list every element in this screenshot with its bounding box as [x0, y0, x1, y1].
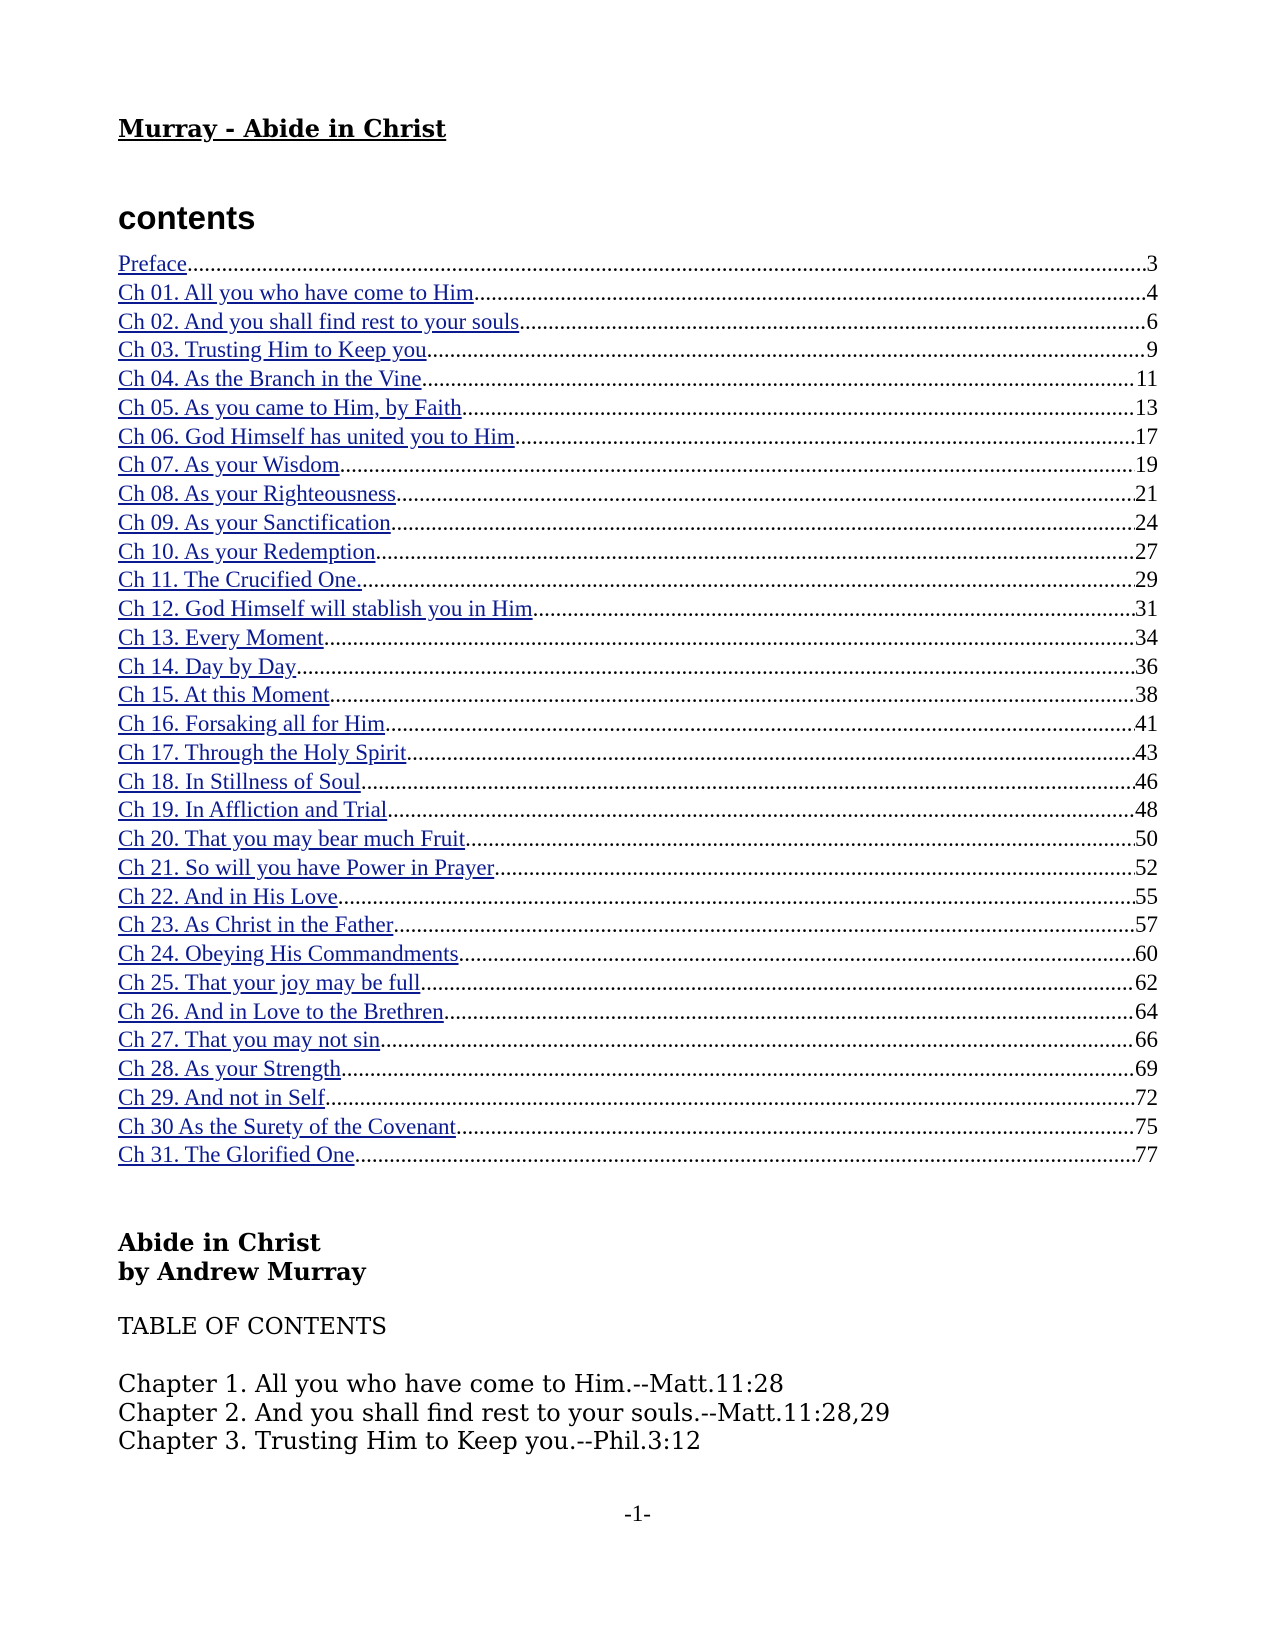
toc-entry-link[interactable]: Ch 19. In Affliction and Trial	[118, 797, 388, 823]
toc-dot-leader	[420, 969, 1135, 997]
toc-entry-link[interactable]: Ch 26. And in Love to the Brethren	[118, 998, 444, 1024]
toc-entry	[118, 681, 1158, 710]
toc-entry-page: 52	[1135, 854, 1158, 880]
toc-dot-leader	[387, 796, 1135, 824]
toc-dot-leader	[422, 365, 1136, 393]
toc-entry-link[interactable]: Ch 12. God Himself will stablish you in Him	[118, 596, 533, 621]
toc-entry-page: 9	[1146, 337, 1158, 363]
toc-entry-page: 27	[1135, 538, 1158, 564]
toc-entry	[118, 308, 1158, 337]
toc-entry	[118, 969, 1158, 998]
chapter-line: Chapter 3. Trusting Him to Keep you.--Phil.3:12	[118, 1427, 702, 1455]
toc-dot-leader	[296, 653, 1135, 681]
toc-entry-page: 29	[1135, 567, 1158, 593]
toc-entry-page: 62	[1135, 969, 1158, 995]
toc-entry	[118, 739, 1158, 768]
toc-entry	[118, 566, 1158, 595]
toc-dot-leader	[494, 854, 1135, 882]
toc-entry	[118, 538, 1158, 567]
toc-dot-leader	[361, 768, 1135, 796]
toc-entry	[118, 423, 1158, 452]
toc-entry	[118, 336, 1158, 365]
toc-entry-link[interactable]: Ch 02. And you shall find rest to your souls	[118, 308, 520, 334]
toc-entry-link[interactable]: Preface	[118, 251, 187, 276]
toc-dot-leader	[338, 883, 1135, 911]
toc-entry-page: 6	[1146, 308, 1158, 334]
toc-entry-link[interactable]: Ch 20. That you may bear much Fruit	[118, 826, 466, 851]
chapter-line: Chapter 1. All you who have come to Him.--Matt.11:28	[118, 1370, 784, 1398]
toc-dot-leader	[187, 250, 1147, 278]
toc-entry-page: 64	[1135, 998, 1158, 1024]
toc-entry-page: 11	[1135, 366, 1158, 391]
toc-entry-link[interactable]: Ch 27. That you may not sin	[118, 1027, 381, 1053]
toc-dot-leader	[519, 308, 1146, 336]
toc-entry-link[interactable]: Ch 10. As your Redemption	[118, 538, 376, 564]
toc-dot-leader	[427, 336, 1147, 364]
toc-dot-leader	[396, 480, 1135, 508]
toc-dot-leader	[456, 1113, 1135, 1141]
toc-entry	[118, 883, 1158, 912]
toc-entry-link[interactable]: Ch 17. Through the Holy Spirit	[118, 739, 407, 765]
toc-dot-leader	[459, 940, 1135, 968]
toc-entry-page: 48	[1135, 797, 1158, 823]
toc-dot-leader	[406, 739, 1135, 767]
toc-entry	[118, 653, 1158, 682]
toc-entry-link[interactable]: Ch 24. Obeying His Commandments	[118, 941, 459, 966]
toc-entry-page: 24	[1135, 509, 1158, 535]
toc-entry	[118, 768, 1158, 797]
toc-entry-page: 50	[1135, 826, 1158, 851]
chapter-list	[118, 1370, 890, 1456]
toc-entry	[118, 1141, 1158, 1170]
toc-entry	[118, 509, 1158, 538]
toc-entry-page: 69	[1135, 1056, 1158, 1081]
toc-dot-leader	[341, 1055, 1135, 1083]
toc-entry-page: 41	[1135, 711, 1158, 736]
toc-entry	[118, 911, 1158, 940]
toc-entry-link[interactable]: Ch 01. All you who have come to Him	[118, 279, 474, 305]
toc-entry	[118, 624, 1158, 653]
toc-entry-link[interactable]: Ch 31. The Glorified One	[118, 1142, 355, 1168]
toc-entry-link[interactable]: Ch 08. As your Righteousness	[118, 481, 396, 506]
toc-entry	[118, 1084, 1158, 1113]
toc-entry	[118, 940, 1158, 969]
toc-entry	[118, 279, 1158, 308]
toc-dot-leader	[340, 451, 1135, 479]
toc-dot-leader	[362, 566, 1135, 594]
toc-entry-link[interactable]: Ch 16. Forsaking all for Him	[118, 711, 386, 736]
toc-label: TABLE OF CONTENTS	[118, 1314, 388, 1340]
toc-entry-page: 43	[1135, 739, 1158, 765]
toc-entry	[118, 854, 1158, 883]
toc-entry-link[interactable]: Ch 04. As the Branch in the Vine	[118, 366, 422, 391]
toc-entry-page: 4	[1146, 279, 1158, 305]
contents-heading: contents	[118, 199, 256, 236]
toc-entry-page: 77	[1135, 1142, 1158, 1168]
page-number: -1-	[624, 1501, 651, 1526]
toc-entry-page: 57	[1135, 912, 1158, 938]
toc-entry	[118, 250, 1158, 279]
toc-entry-page: 66	[1135, 1027, 1158, 1053]
toc-entry	[118, 1026, 1158, 1055]
table-of-contents	[118, 250, 1158, 1170]
toc-entry-link[interactable]: Ch 11. The Crucified One.	[118, 567, 363, 593]
book-author: by Andrew Murray	[118, 1257, 366, 1286]
toc-entry-link[interactable]: Ch 05. As you came to Him, by Faith	[118, 394, 462, 420]
toc-entry-page: 3	[1146, 251, 1158, 276]
toc-entry	[118, 451, 1158, 480]
toc-dot-leader	[391, 509, 1135, 537]
toc-entry-link[interactable]: Ch 30 As the Surety of the Covenant	[118, 1113, 456, 1139]
toc-dot-leader	[355, 1141, 1135, 1169]
toc-entry-link[interactable]: Ch 15. At this Moment	[118, 682, 330, 708]
toc-entry-page: 36	[1135, 653, 1158, 679]
toc-entry-link[interactable]: Ch 07. As your Wisdom	[118, 452, 340, 478]
toc-entry-link[interactable]: Ch 23. As Christ in the Father	[118, 912, 394, 938]
toc-entry-link[interactable]: Ch 03. Trusting Him to Keep you	[118, 337, 427, 363]
toc-dot-leader	[444, 998, 1135, 1026]
toc-entry-page: 38	[1135, 682, 1158, 708]
toc-entry-page: 60	[1135, 941, 1158, 966]
toc-entry-page: 13	[1135, 394, 1158, 420]
toc-entry-link[interactable]: Ch 29. And not in Self	[118, 1084, 326, 1110]
toc-dot-leader	[393, 911, 1135, 939]
toc-dot-leader	[474, 279, 1147, 307]
toc-entry	[118, 1113, 1158, 1142]
toc-dot-leader	[330, 681, 1136, 709]
toc-entry	[118, 365, 1158, 394]
toc-entry	[118, 998, 1158, 1027]
chapter-line: Chapter 2. And you shall find rest to your souls.--Matt.11:28,29	[118, 1398, 891, 1427]
toc-entry	[118, 394, 1158, 423]
toc-entry-page: 55	[1135, 883, 1158, 909]
toc-entry-link[interactable]: Ch 09. As your Sanctification	[118, 509, 391, 535]
toc-entry-link[interactable]: Ch 06. God Himself has united you to Him	[118, 423, 515, 449]
toc-dot-leader	[385, 710, 1135, 738]
toc-dot-leader	[375, 538, 1135, 566]
toc-entry-link[interactable]: Ch 22. And in His Love	[118, 883, 338, 909]
toc-entry	[118, 480, 1158, 509]
toc-entry-page: 34	[1135, 624, 1158, 650]
toc-entry-page: 19	[1135, 452, 1158, 478]
toc-entry-link[interactable]: Ch 13. Every Moment	[118, 624, 324, 650]
toc-entry	[118, 796, 1158, 825]
toc-dot-leader	[462, 394, 1135, 422]
toc-dot-leader	[533, 595, 1135, 623]
toc-entry	[118, 595, 1158, 624]
toc-entry-page: 46	[1135, 768, 1158, 794]
toc-entry-link[interactable]: Ch 14. Day by Day	[118, 653, 297, 679]
toc-entry	[118, 825, 1158, 854]
page-title: Murray - Abide in Christ	[118, 114, 447, 143]
toc-dot-leader	[515, 423, 1135, 451]
toc-entry-page: 31	[1135, 596, 1158, 621]
toc-entry-link[interactable]: Ch 25. That your joy may be full	[118, 969, 421, 995]
toc-dot-leader	[380, 1026, 1135, 1054]
toc-entry	[118, 710, 1158, 739]
toc-dot-leader	[325, 1084, 1135, 1112]
toc-dot-leader	[324, 624, 1135, 652]
toc-entry-page: 75	[1135, 1113, 1158, 1139]
toc-entry	[118, 1055, 1158, 1084]
toc-entry-link[interactable]: Ch 18. In Stillness of Soul	[118, 768, 361, 794]
toc-entry-link[interactable]: Ch 21. So will you have Power in Prayer	[118, 854, 495, 880]
toc-entry-link[interactable]: Ch 28. As your Strength	[118, 1056, 341, 1081]
toc-entry-page: 72	[1135, 1084, 1158, 1110]
toc-entry-page: 17	[1135, 423, 1158, 449]
toc-dot-leader	[465, 825, 1135, 853]
toc-entry-page: 21	[1135, 481, 1158, 506]
book-title: Abide in Christ	[118, 1228, 321, 1257]
